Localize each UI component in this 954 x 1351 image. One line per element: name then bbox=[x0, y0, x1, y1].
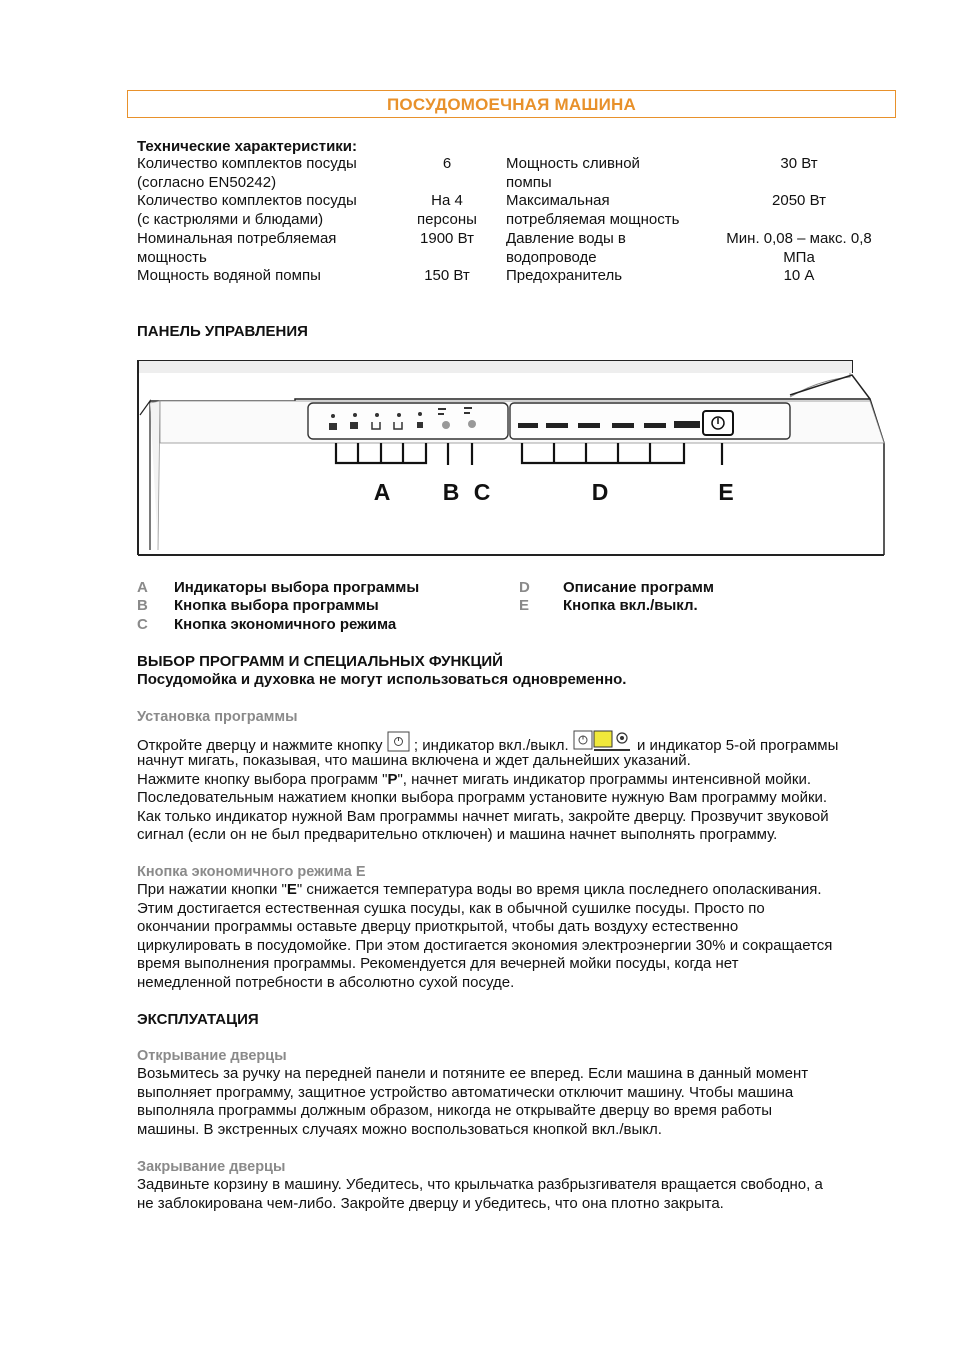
eco-title: Кнопка экономичного режима E bbox=[137, 864, 366, 880]
diagram-label-b: B bbox=[442, 479, 460, 505]
spec-left-2-label: Номинальная потребляемая мощность bbox=[137, 230, 337, 266]
setup-line: Нажмите кнопку выбора программ "P", начнет мигать индикатор программы интенсивной мойки. bbox=[137, 770, 812, 788]
spec-right-0-value: 30 Вт bbox=[780, 155, 818, 172]
spec-left-1-label: Количество комплектов посуды (с кастрюлями и блюдами) bbox=[137, 192, 357, 228]
close-line: не заблокирована чем-либо. Закройте дверцу и убедитесь, что она плотно закрыта. bbox=[137, 1194, 724, 1212]
legend-letter-a: A bbox=[137, 579, 148, 596]
setup-line: Последовательным нажатием кнопки выбора программ установите нужную Вам программу мойки. bbox=[137, 789, 828, 806]
setup-line1-a: Откройте дверцу и нажмите кнопку bbox=[137, 737, 383, 754]
spec-left-1-value: На 4 персоны bbox=[417, 192, 477, 228]
spec-right-3-label: Предохранитель bbox=[506, 267, 623, 284]
legend-letter-c: C bbox=[137, 616, 148, 633]
close-line: Задвиньте корзину в машину. Убедитесь, что крыльчатка разбрызгивателя вращается свободно, а bbox=[137, 1176, 823, 1193]
legend-letter-e: E bbox=[519, 597, 530, 614]
program-indicator-icons bbox=[573, 730, 633, 752]
diagram-label-d: D bbox=[591, 479, 609, 505]
setup-line: начнут мигать, показывая, что машина включена и ждет дальнейших указаний. bbox=[137, 752, 691, 769]
legend-letter-d: D bbox=[519, 579, 530, 596]
open-line: выполняла программы должным образом, никогда не открывайте дверцу во время работы bbox=[137, 1102, 772, 1119]
open-line: машины. В экстренных случаях можно воспользоваться кнопкой вкл./выкл. bbox=[137, 1120, 662, 1138]
diagram-label-e: E bbox=[718, 479, 734, 505]
close-door-paragraph bbox=[137, 1176, 897, 1213]
legend-letter-b: B bbox=[137, 597, 148, 614]
spec-left-3-value: 150 Вт bbox=[424, 267, 470, 284]
spec-right-2-value: Мин. 0,08 – макс. 0,8 МПа bbox=[726, 230, 872, 266]
programs-heading: ВЫБОР ПРОГРАММ И СПЕЦИАЛЬНЫХ ФУНКЦИЙ bbox=[137, 653, 503, 670]
specs-heading: Технические характеристики: bbox=[137, 138, 358, 155]
diagram-label-c: C bbox=[473, 479, 491, 505]
page-title-box bbox=[127, 90, 896, 118]
setup-line: Как только индикатор нужной Вам программы начнет мигать, закройте дверцу. Прозвучит звуковой bbox=[137, 807, 829, 825]
eco-line: немедленной потребности в абсолютно сухой посуде. bbox=[137, 973, 515, 991]
specs-right bbox=[506, 155, 896, 295]
spec-left-2-value: 1900 Вт bbox=[420, 230, 474, 247]
spec-left-3-label: Мощность водяной помпы bbox=[137, 267, 321, 284]
operation-heading: ЭКСПЛУАТАЦИЯ bbox=[137, 1011, 259, 1028]
open-line: выполняет программу, защитное устройство автоматически отключит машину. Чтобы машина bbox=[137, 1083, 794, 1101]
spec-right-3-value: 10 А bbox=[783, 267, 815, 284]
programs-subheading: Посудомойка и духовка не могут использоваться одновременно. bbox=[137, 671, 627, 688]
legend-text-e: Кнопка вкл./выкл. bbox=[563, 597, 698, 614]
open-door-title: Открывание дверцы bbox=[137, 1048, 287, 1064]
spec-left-0-value: 6 bbox=[442, 155, 452, 172]
legend-text-c: Кнопка экономичного режима bbox=[174, 616, 397, 633]
spec-right-0-label: Мощность сливной помпы bbox=[506, 155, 640, 191]
eco-line: При нажатии кнопки "E" снижается температура воды во время цикла последнего ополаскивания. bbox=[137, 881, 822, 898]
spec-right-1-value: 2050 Вт bbox=[772, 192, 826, 209]
legend-text-d: Описание программ bbox=[563, 579, 714, 596]
indicator-strip bbox=[308, 403, 508, 439]
eco-line: Этим достигается естественная сушка посуды, как в обычной сушилке посуды. Просто по bbox=[137, 899, 765, 917]
control-panel-diagram bbox=[130, 355, 890, 565]
legend-text-a: Индикаторы выбора программы bbox=[174, 579, 420, 596]
spec-left-0-label: Количество комплектов посуды (согласно EN50242) bbox=[137, 155, 357, 191]
power-button-icon bbox=[387, 731, 410, 752]
spec-right-1-label: Максимальная потребляемая мощность bbox=[506, 192, 680, 228]
eco-line: окончании программы оставьте дверцу приоткрытой, чтобы дать воздуху естественно bbox=[137, 918, 739, 935]
page-title: ПОСУДОМОЕЧНАЯ МАШИНА bbox=[387, 95, 636, 114]
open-door-paragraph bbox=[137, 1065, 897, 1139]
setup-paragraph bbox=[137, 730, 897, 845]
panel-heading: ПАНЕЛЬ УПРАВЛЕНИЯ bbox=[137, 323, 308, 340]
program-strip bbox=[510, 403, 790, 439]
legend-text-b: Кнопка выбора программы bbox=[174, 597, 379, 614]
setup-line: сигнал (если он не был предварительно отключен) и машина начнет выполнять программу. bbox=[137, 826, 778, 843]
open-line: Возьмитесь за ручку на передней панели и потяните ее вперед. Если машина в данный момент bbox=[137, 1065, 809, 1082]
eco-paragraph bbox=[137, 881, 897, 992]
setup-title: Установка программы bbox=[137, 709, 298, 725]
eco-line: циркулировать в посудомойке. При этом достигается экономия электроэнергии 30% и сокращается bbox=[137, 936, 833, 954]
specs-left bbox=[137, 155, 517, 295]
diagram-label-a: A bbox=[373, 479, 391, 505]
setup-line1-b: ; индикатор вкл./выкл. bbox=[413, 737, 569, 754]
setup-line1-c: и индикатор 5-ой программы bbox=[637, 737, 839, 754]
close-door-title: Закрывание дверцы bbox=[137, 1159, 286, 1175]
eco-line: время выполнения программы. Рекомендуется для вечерней мойки посуды, когда нет bbox=[137, 955, 739, 972]
spec-right-2-label: Давление воды в водопроводе bbox=[506, 230, 626, 266]
